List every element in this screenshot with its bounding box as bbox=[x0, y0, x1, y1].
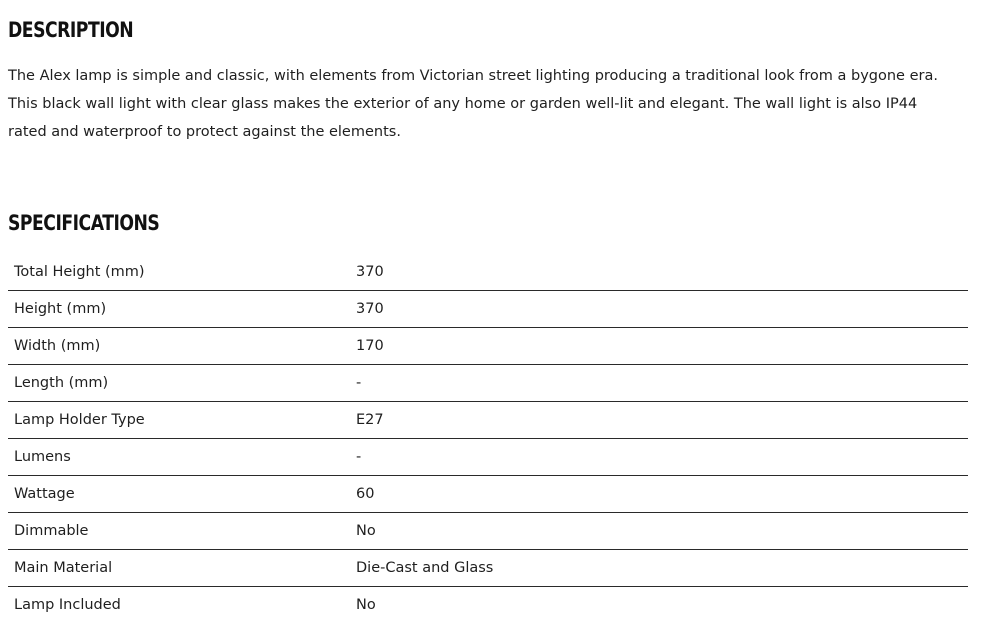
spec-row-total-height bbox=[8, 254, 968, 291]
spec-label: Main Material bbox=[8, 550, 356, 587]
specifications-heading: SPECIFICATIONS bbox=[8, 211, 159, 235]
spec-value: 370 bbox=[356, 291, 968, 328]
spec-row-lamp-included bbox=[8, 587, 968, 623]
spec-label: Height (mm) bbox=[8, 291, 356, 328]
spec-label: Wattage bbox=[8, 476, 356, 513]
spec-row-main-material bbox=[8, 550, 968, 587]
spec-label: Width (mm) bbox=[8, 328, 356, 365]
spec-value: 60 bbox=[356, 476, 968, 513]
spec-row-wattage bbox=[8, 476, 968, 513]
description-line: rated and waterproof to protect against the elements. bbox=[8, 118, 978, 146]
spec-label: Length (mm) bbox=[8, 365, 356, 402]
specifications-table bbox=[8, 254, 968, 623]
spec-row-height bbox=[8, 291, 968, 328]
spec-value: - bbox=[356, 365, 968, 402]
spec-value: Die-Cast and Glass bbox=[356, 550, 968, 587]
spec-value: 170 bbox=[356, 328, 968, 365]
spec-value: E27 bbox=[356, 402, 968, 439]
spec-value: 370 bbox=[356, 254, 968, 291]
description-line: This black wall light with clear glass makes the exterior of any home or garden well-lit and elegant. The wall light is also IP44 bbox=[8, 90, 978, 118]
spec-value: No bbox=[356, 513, 968, 550]
spec-row-width bbox=[8, 328, 968, 365]
spec-value: - bbox=[356, 439, 968, 476]
spec-label: Lamp Holder Type bbox=[8, 402, 356, 439]
spec-label: Lamp Included bbox=[8, 587, 356, 623]
spec-row-lumens bbox=[8, 439, 968, 476]
spec-row-length bbox=[8, 365, 968, 402]
description-heading: DESCRIPTION bbox=[8, 18, 133, 42]
description-line: The Alex lamp is simple and classic, with elements from Victorian street lighting producing a traditional look from a bygone era. bbox=[8, 62, 978, 90]
spec-row-dimmable bbox=[8, 513, 968, 550]
spec-row-lamp-holder-type bbox=[8, 402, 968, 439]
description-text bbox=[8, 62, 978, 146]
spec-value: No bbox=[356, 587, 968, 623]
spec-label: Total Height (mm) bbox=[8, 254, 356, 291]
spec-label: Dimmable bbox=[8, 513, 356, 550]
spec-label: Lumens bbox=[8, 439, 356, 476]
